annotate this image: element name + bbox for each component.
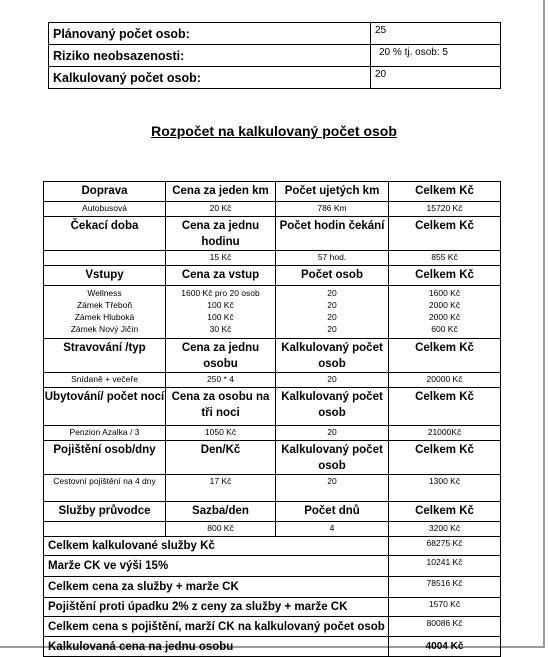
guide-total: 3200 Kč bbox=[389, 522, 501, 537]
entries-persons-header: Počet osob bbox=[276, 266, 389, 286]
page-title: Rozpočet na kalkulovaný počet osob bbox=[151, 123, 397, 139]
summary-value: 1570 Kč bbox=[389, 598, 501, 617]
entry-name: Wellness bbox=[87, 288, 122, 298]
accommodation-row bbox=[44, 426, 501, 441]
waiting-hours: 57 hod. bbox=[276, 251, 389, 266]
guide-days: 4 bbox=[276, 522, 389, 537]
insurance-price-header: Den/Kč bbox=[166, 441, 276, 475]
meals-total: 20000 Kč bbox=[389, 373, 501, 388]
waiting-item bbox=[44, 251, 166, 266]
entry-name: Zámek Nový Jičín bbox=[70, 324, 139, 334]
entry-total: 600 Kč bbox=[431, 324, 458, 334]
insurance-price: 17 Kč bbox=[166, 475, 276, 502]
accommodation-place: Penzion Azalka / 3 bbox=[44, 426, 166, 441]
entry-total: 2000 Kč bbox=[428, 312, 461, 322]
accommodation-total-header: Celkem Kč bbox=[389, 388, 501, 426]
waiting-price: 15 Kč bbox=[166, 251, 276, 266]
summary-row-services bbox=[44, 537, 501, 556]
summary-label: Marže CK ve výši 15% bbox=[44, 556, 389, 577]
info-row-risk bbox=[49, 45, 501, 67]
summary-value: 10241 Kč bbox=[389, 556, 501, 577]
entry-price: 30 Kč bbox=[209, 324, 232, 334]
accommodation-persons: 20 bbox=[276, 426, 389, 441]
entries-row bbox=[44, 286, 501, 339]
summary-value: 78516 Kč bbox=[389, 577, 501, 598]
planned-value: 25 bbox=[371, 23, 501, 45]
accommodation-price: 1050 Kč bbox=[166, 426, 276, 441]
insurance-total-header: Celkem Kč bbox=[389, 441, 501, 475]
waiting-price-header: Cena za jednu hodinu bbox=[166, 217, 276, 251]
insurance-header-row bbox=[44, 441, 501, 475]
transport-price-header: Cena za jeden km bbox=[166, 182, 276, 202]
summary-row-margin bbox=[44, 556, 501, 577]
entry-persons: 20 bbox=[327, 324, 337, 334]
waiting-hours-header: Počet hodin čekání bbox=[276, 217, 389, 251]
entries-header-row bbox=[44, 266, 501, 286]
guide-header: Služby průvodce bbox=[44, 502, 166, 522]
summary-label: Pojištění proti úpadku 2% z ceny za služby + marže CK bbox=[44, 598, 389, 617]
info-row-planned bbox=[49, 23, 501, 45]
guide-row bbox=[44, 522, 501, 537]
summary-row-insolvency bbox=[44, 598, 501, 617]
info-table bbox=[48, 22, 501, 89]
guide-header-row bbox=[44, 502, 501, 522]
entry-name: Zámek Třeboň bbox=[76, 300, 133, 310]
accommodation-price-header: Cena za osobu na tři noci bbox=[166, 388, 276, 426]
insurance-total: 1300 Kč bbox=[389, 475, 501, 502]
summary-label: Celkem cena za služby + marže CK bbox=[44, 577, 389, 598]
entry-total: 2000 Kč bbox=[428, 300, 461, 310]
summary-label: Kalkulovaná cena na jednu osobu bbox=[44, 637, 389, 657]
risk-label: Riziko neobsazenosti: bbox=[49, 45, 371, 67]
transport-header-row bbox=[44, 182, 501, 202]
transport-total: 15720 Kč bbox=[389, 202, 501, 217]
summary-value: 68275 Kč bbox=[389, 537, 501, 556]
entry-price: 1600 Kč pro 20 osob bbox=[181, 288, 260, 298]
summary-label: Celkem kalkulované služby Kč bbox=[44, 537, 389, 556]
entries-persons bbox=[276, 286, 389, 339]
meals-header: Stravování /typ bbox=[44, 339, 166, 373]
waiting-header-row bbox=[44, 217, 501, 251]
entries-prices bbox=[166, 286, 276, 339]
meals-total-header: Celkem Kč bbox=[389, 339, 501, 373]
calculated-label: Kalkulovaný počet osob: bbox=[49, 67, 371, 89]
accommodation-header-row bbox=[44, 388, 501, 426]
guide-item bbox=[44, 522, 166, 537]
transport-type: Autobusová bbox=[44, 202, 166, 217]
entry-price: 100 Kč bbox=[207, 312, 234, 322]
insurance-row bbox=[44, 475, 501, 502]
budget-table bbox=[43, 181, 501, 657]
transport-km-header: Počet ujetých km bbox=[276, 182, 389, 202]
entry-persons: 20 bbox=[327, 300, 337, 310]
waiting-header: Čekací doba bbox=[44, 217, 166, 251]
waiting-total: 855 Kč bbox=[389, 251, 501, 266]
accommodation-total: 21000Kč bbox=[389, 426, 501, 441]
summary-value: 80086 Kč bbox=[389, 617, 501, 637]
meals-persons-header: Kalkulovaný počet osob bbox=[276, 339, 389, 373]
meals-price-header: Cena za jednu osobu bbox=[166, 339, 276, 373]
transport-row bbox=[44, 202, 501, 217]
entry-price: 100 Kč bbox=[207, 300, 234, 310]
entry-total: 1600 Kč bbox=[428, 288, 461, 298]
accommodation-header: Ubytování/ počet nocí bbox=[44, 388, 166, 426]
guide-days-header: Počet dnů bbox=[276, 502, 389, 522]
transport-header: Doprava bbox=[44, 182, 166, 202]
summary-row-grand-total bbox=[44, 617, 501, 637]
entries-names bbox=[44, 286, 166, 339]
transport-price: 20 Kč bbox=[166, 202, 276, 217]
calculated-value: 20 bbox=[371, 67, 501, 89]
waiting-row bbox=[44, 251, 501, 266]
summary-row-services-margin bbox=[44, 577, 501, 598]
entry-persons: 20 bbox=[327, 288, 337, 298]
guide-rate-header: Sazba/den bbox=[166, 502, 276, 522]
guide-rate: 800 Kč bbox=[166, 522, 276, 537]
accommodation-persons-header: Kalkulovaný počet osob bbox=[276, 388, 389, 426]
meals-type: Snídaně + večeře bbox=[44, 373, 166, 388]
entries-totals bbox=[389, 286, 501, 339]
meals-header-row bbox=[44, 339, 501, 373]
meals-persons: 20 bbox=[276, 373, 389, 388]
per-person-price: 4004 Kč bbox=[389, 637, 501, 657]
entry-persons: 20 bbox=[327, 312, 337, 322]
planned-label: Plánovaný počet osob: bbox=[49, 23, 371, 45]
risk-value: 20 % tj. osob: 5 bbox=[371, 45, 501, 67]
entries-header: Vstupy bbox=[44, 266, 166, 286]
guide-total-header: Celkem Kč bbox=[389, 502, 501, 522]
insurance-type: Cestovní pojištění na 4 dny bbox=[44, 475, 166, 502]
summary-row-per-person bbox=[44, 637, 501, 657]
summary-label: Celkem cena s pojištění, marží CK na kalkulovaný počet osob bbox=[44, 617, 389, 637]
entries-total-header: Celkem Kč bbox=[389, 266, 501, 286]
entry-name: Zámek Hluboká bbox=[74, 312, 135, 322]
transport-total-header: Celkem Kč bbox=[389, 182, 501, 202]
transport-km: 786 Km bbox=[276, 202, 389, 217]
waiting-total-header: Celkem Kč bbox=[389, 217, 501, 251]
insurance-persons-header: Kalkulovaný počet osob bbox=[276, 441, 389, 475]
meals-row bbox=[44, 373, 501, 388]
insurance-header: Pojištění osob/dny bbox=[44, 441, 166, 475]
insurance-persons: 20 bbox=[276, 475, 389, 502]
meals-price: 250 * 4 bbox=[166, 373, 276, 388]
entries-price-header: Cena za vstup bbox=[166, 266, 276, 286]
info-row-calculated bbox=[49, 67, 501, 89]
